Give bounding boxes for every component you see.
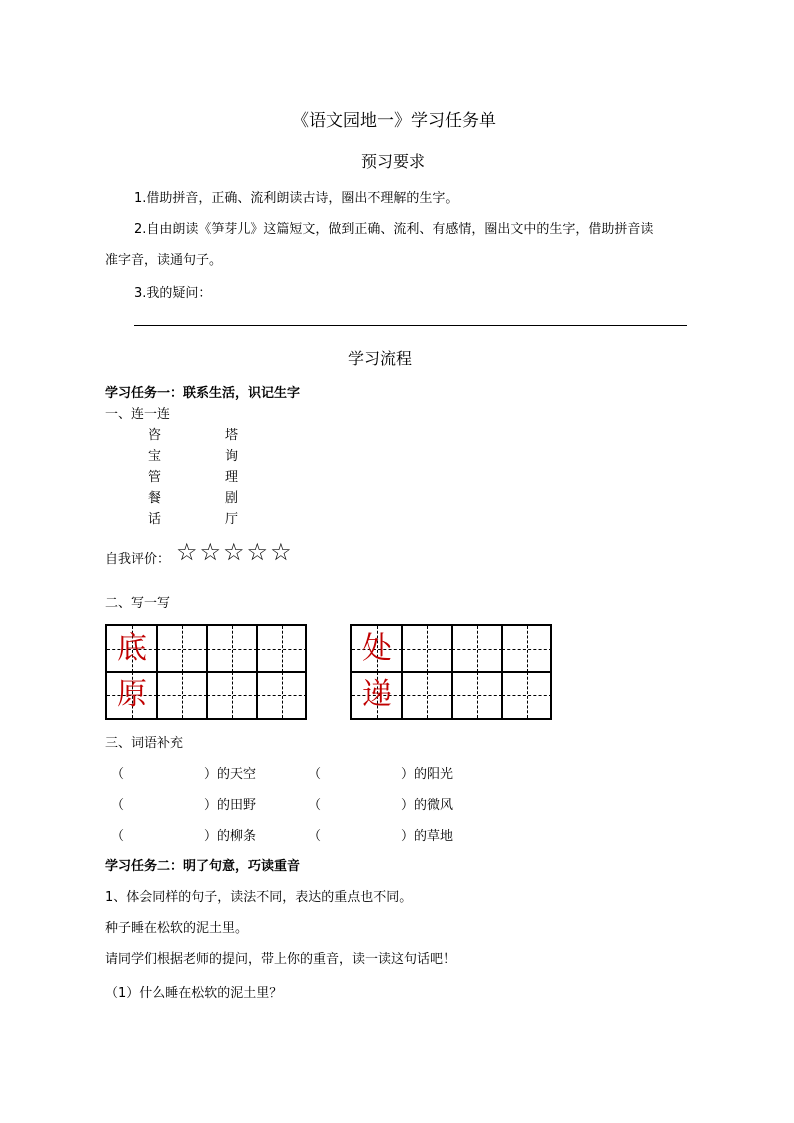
word-blank-open[interactable]: （ — [111, 798, 125, 813]
task2-line-2: 种子睡在松软的泥土里。 — [105, 921, 249, 936]
model-character: 底 — [117, 631, 147, 666]
word-suffix: ）的天空 — [204, 767, 257, 782]
words-label: 三、词语补充 — [105, 736, 184, 751]
connect-left-char[interactable]: 咨 — [148, 428, 162, 443]
star-rating-icon[interactable]: ☆☆☆☆☆ — [176, 538, 294, 566]
word-blank-open[interactable]: （ — [111, 767, 125, 782]
connect-right-char[interactable]: 塔 — [225, 428, 239, 443]
preview-item-1: 1.借助拼音，正确、流利朗读古诗，圈出不理解的生字。 — [134, 191, 459, 206]
process-heading: 学习流程 — [348, 349, 413, 368]
model-character: 原 — [117, 677, 147, 712]
answer-line — [134, 325, 687, 326]
connect-left-char[interactable]: 话 — [148, 512, 162, 527]
self-eval-label: 自我评价： — [105, 552, 171, 567]
connect-left-char[interactable]: 宝 — [148, 449, 162, 464]
preview-item-2-line-2: 准字音，读通句子。 — [105, 253, 223, 268]
writing-grid-left[interactable] — [105, 624, 307, 720]
model-character: 处 — [362, 631, 392, 666]
write-label: 二、写一写 — [105, 596, 171, 611]
preview-item-3: 3.我的疑问： — [134, 286, 212, 301]
connect-right-char[interactable]: 厅 — [225, 512, 239, 527]
task2-line-3: 请同学们根据老师的提问，带上你的重音，读一读这句话吧！ — [105, 952, 457, 967]
preview-heading: 预习要求 — [361, 152, 426, 171]
word-suffix: ）的微风 — [401, 798, 454, 813]
task1-title: 学习任务一：联系生活，识记生字 — [105, 386, 301, 401]
task2-question-1: （1）什么睡在松软的泥土里？ — [105, 986, 283, 1001]
writing-grid-right[interactable] — [350, 624, 552, 720]
word-blank-open[interactable]: （ — [308, 767, 322, 782]
connect-label: 一、连一连 — [105, 407, 171, 422]
model-character: 递 — [362, 677, 392, 712]
preview-item-2-line-1: 2.自由朗读《笋芽儿》这篇短文，做到正确、流利、有感情，圈出文中的生字，借助拼音读 — [134, 222, 654, 237]
task2-line-1: 1、体会同样的句子，读法不同，表达的重点也不同。 — [105, 890, 413, 905]
word-suffix: ）的阳光 — [401, 767, 454, 782]
connect-left-char[interactable]: 餐 — [148, 491, 162, 506]
word-suffix: ）的草地 — [401, 829, 454, 844]
word-suffix: ）的田野 — [204, 798, 257, 813]
connect-left-char[interactable]: 管 — [148, 470, 162, 485]
connect-right-char[interactable]: 询 — [225, 449, 239, 464]
word-suffix: ）的柳条 — [204, 829, 257, 844]
page-title: 《语文园地一》学习任务单 — [292, 111, 496, 131]
word-blank-open[interactable]: （ — [111, 829, 125, 844]
connect-right-char[interactable]: 剧 — [225, 491, 239, 506]
word-blank-open[interactable]: （ — [308, 829, 322, 844]
connect-right-char[interactable]: 理 — [225, 470, 239, 485]
word-blank-open[interactable]: （ — [308, 798, 322, 813]
task2-title: 学习任务二：明了句意，巧读重音 — [105, 859, 301, 874]
